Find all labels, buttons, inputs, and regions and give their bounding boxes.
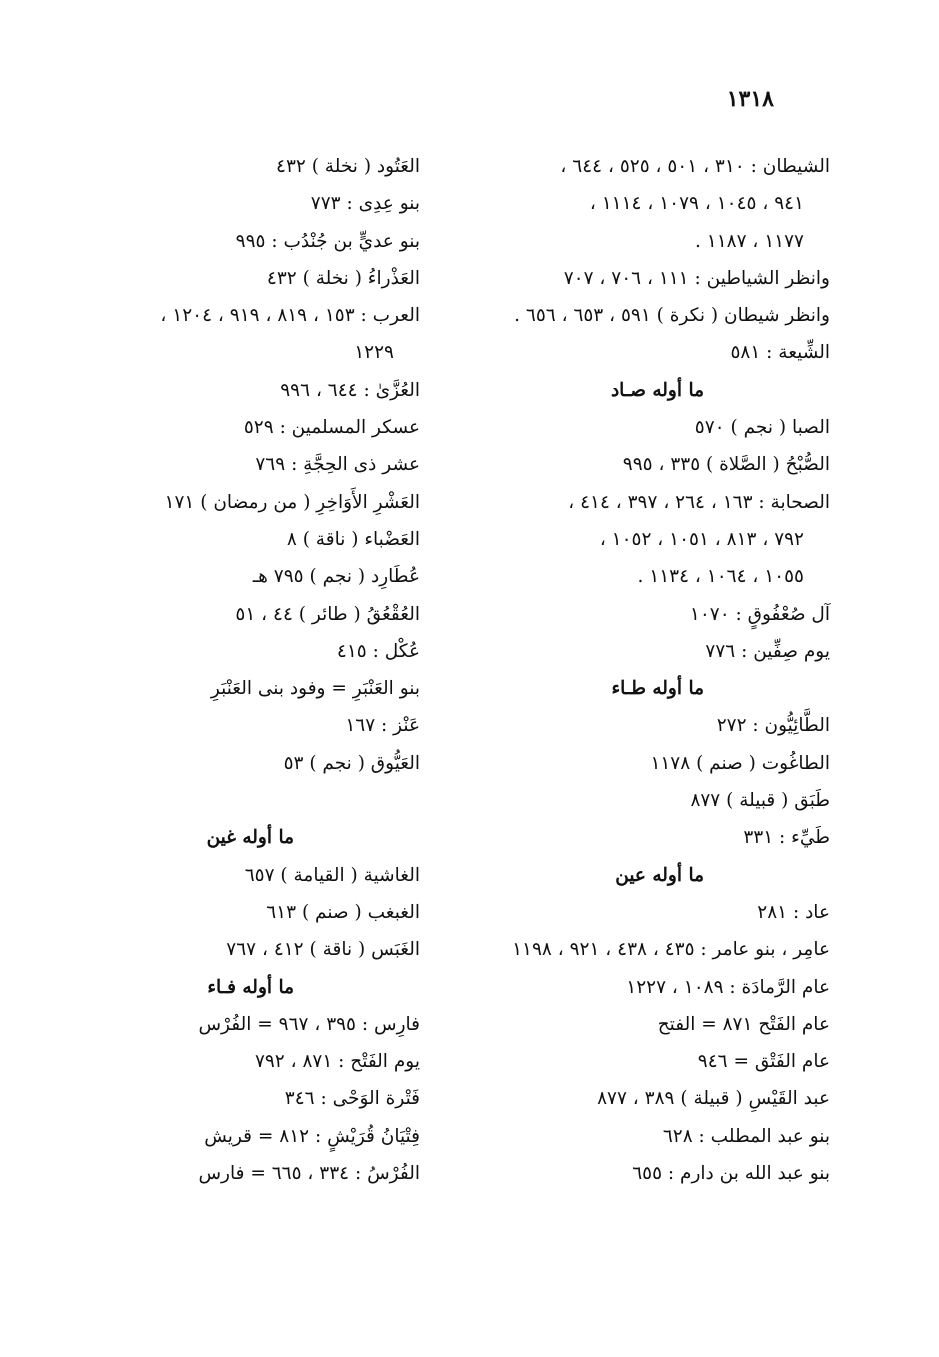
index-entry: عشر ذى الحِجَّةِ : ٧٦٩ bbox=[255, 454, 420, 476]
index-entry: الغَبَس ( ناقة ) ٤١٢ ، ٧٦٧ bbox=[226, 939, 420, 961]
index-entry: عاد : ٢٨١ bbox=[757, 901, 830, 923]
index-entry: بنو عبد المطلب : ٦٢٨ bbox=[662, 1125, 830, 1147]
index-entry: عسكر المسلمين : ٥٢٩ bbox=[243, 417, 420, 439]
index-entry-continuation: ١١٧٧ ، ١١٨٧ . bbox=[695, 230, 804, 252]
index-entry: الصبا ( نجم ) ٥٧٠ bbox=[694, 417, 830, 439]
index-entry: العَضْباء ( ناقة ) ٨ bbox=[286, 528, 420, 550]
index-entry-continuation: ٧٩٢ ، ٨١٣ ، ١٠٥١ ، ١٠٥٢ ، bbox=[599, 528, 804, 550]
index-entry: بنو العَنْبَرِ = وفود بنى العَنْبَرِ bbox=[210, 678, 420, 700]
index-entry-continuation: ١٢٢٩ bbox=[354, 342, 394, 364]
section-heading: ما أوله فـاء bbox=[207, 976, 294, 998]
index-entry: الفُرْسُ : ٣٣٤ ، ٦٦٥ = فارس bbox=[198, 1163, 420, 1185]
index-entry-continuation: ٩٤١ ، ١٠٤٥ ، ١٠٧٩ ، ١١١٤ ، bbox=[589, 193, 804, 215]
index-entry: الشِّيعة : ٥٨١ bbox=[730, 342, 830, 364]
index-entry: الطَّائِيُّون : ٢٧٢ bbox=[716, 715, 830, 737]
index-entry: طَبَق ( قبيلة ) ٨٧٧ bbox=[690, 790, 830, 812]
index-entry: الشيطان : ٣١٠ ، ٥٠١ ، ٥٢٥ ، ٦٤٤ ، bbox=[560, 156, 830, 177]
index-entry: آل صُعْفُوقٍ : ١٠٧٠ bbox=[689, 603, 830, 625]
index-entry: فَتْرة الوَحْى : ٣٤٦ bbox=[284, 1088, 420, 1110]
section-heading: ما أوله صـاد bbox=[610, 379, 704, 401]
index-entry: العُقْعُقُ ( طائر ) ٤٤ ، ٥١ bbox=[235, 603, 420, 625]
blank-line bbox=[20, 782, 420, 819]
index-entry: العَتُود ( نخلة ) ٤٣٢ bbox=[276, 156, 420, 177]
index-column-left bbox=[20, 148, 420, 1192]
index-entry: الغبغب ( صنم ) ٦١٣ bbox=[266, 901, 420, 923]
index-entry: العَيُّوق ( نجم ) ٥٣ bbox=[283, 752, 420, 774]
index-entry: عام الرَّمادَة : ١٠٨٩ ، ١٢٢٧ bbox=[626, 976, 830, 998]
index-entry: العُزَّىٰ : ٦٤٤ ، ٩٩٦ bbox=[280, 379, 420, 401]
index-column-right bbox=[450, 148, 830, 1192]
index-entry: عامِر ، بنو عامر : ٤٣٥ ، ٤٣٨ ، ٩٢١ ، ١١٩٨ bbox=[512, 939, 830, 961]
index-entry: الطاغُوت ( صنم ) ١١٧٨ bbox=[650, 752, 830, 774]
index-entry: العَشْرِ الأَوَاخِرِ ( من رمضان ) ١٧١ bbox=[164, 491, 420, 513]
page-number: ١٣١٨ bbox=[726, 86, 774, 112]
index-entry: بنو عبد الله بن دارم : ٦٥٥ bbox=[632, 1163, 830, 1185]
index-entry: وانظر شيطان ( نكرة ) ٥٩١ ، ٦٥٣ ، ٦٥٦ . bbox=[514, 305, 830, 327]
index-entry: عُكْل : ٤١٥ bbox=[336, 640, 420, 662]
index-entry: العرب : ١٥٣ ، ٨١٩ ، ٩١٩ ، ١٢٠٤ ، bbox=[160, 305, 420, 327]
index-entry: الصحابة : ١٦٣ ، ٢٦٤ ، ٣٩٧ ، ٤١٤ ، bbox=[568, 491, 830, 513]
index-entry: بنو عديٍّ بن جُنْدُب : ٩٩٥ bbox=[235, 230, 420, 252]
section-heading: ما أوله غين bbox=[206, 827, 294, 849]
section-heading: ما أوله عين bbox=[615, 864, 704, 886]
index-entry: بنو عِدِى : ٧٧٣ bbox=[310, 193, 420, 215]
index-entry: عَنْز : ١٦٧ bbox=[345, 715, 420, 737]
index-entry: الصُّبْحُ ( الصَّلاة ) ٣٣٥ ، ٩٩٥ bbox=[622, 454, 830, 476]
index-entry: الغاشية ( القيامة ) ٦٥٧ bbox=[244, 864, 420, 886]
section-heading: ما أوله طـاء bbox=[611, 678, 704, 700]
index-entry: عام الفَتْح ٨٧١ = الفتح bbox=[657, 1013, 830, 1035]
index-entry: طَيِّء : ٣٣١ bbox=[743, 827, 830, 849]
index-entry: عبد القَيْسِ ( قبيلة ) ٣٨٩ ، ٨٧٧ bbox=[597, 1088, 830, 1110]
index-entry: فارِس : ٣٩٥ ، ٩٦٧ = الفُرْس bbox=[198, 1013, 420, 1035]
index-entry: فِتْيَانُ قُرَيْشٍ : ٨١٢ = قريش bbox=[204, 1125, 420, 1147]
index-entry: وانظر الشياطين : ١١١ ، ٧٠٦ ، ٧٠٧ bbox=[563, 267, 830, 289]
index-entry-continuation: ١٠٥٥ ، ١٠٦٤ ، ١١٣٤ . bbox=[637, 566, 804, 588]
index-entry: عُطَارِد ( نجم ) ٧٩٥ هـ bbox=[252, 566, 420, 588]
index-entry: يوم الفَتْح : ٨٧١ ، ٧٩٢ bbox=[254, 1051, 420, 1073]
index-entry: يوم صِفِّين : ٧٧٦ bbox=[705, 640, 830, 662]
index-entry: عام الفَتْق = ٩٤٦ bbox=[697, 1051, 830, 1073]
index-entry: العَذْراءُ ( نخلة ) ٤٣٢ bbox=[266, 267, 420, 289]
